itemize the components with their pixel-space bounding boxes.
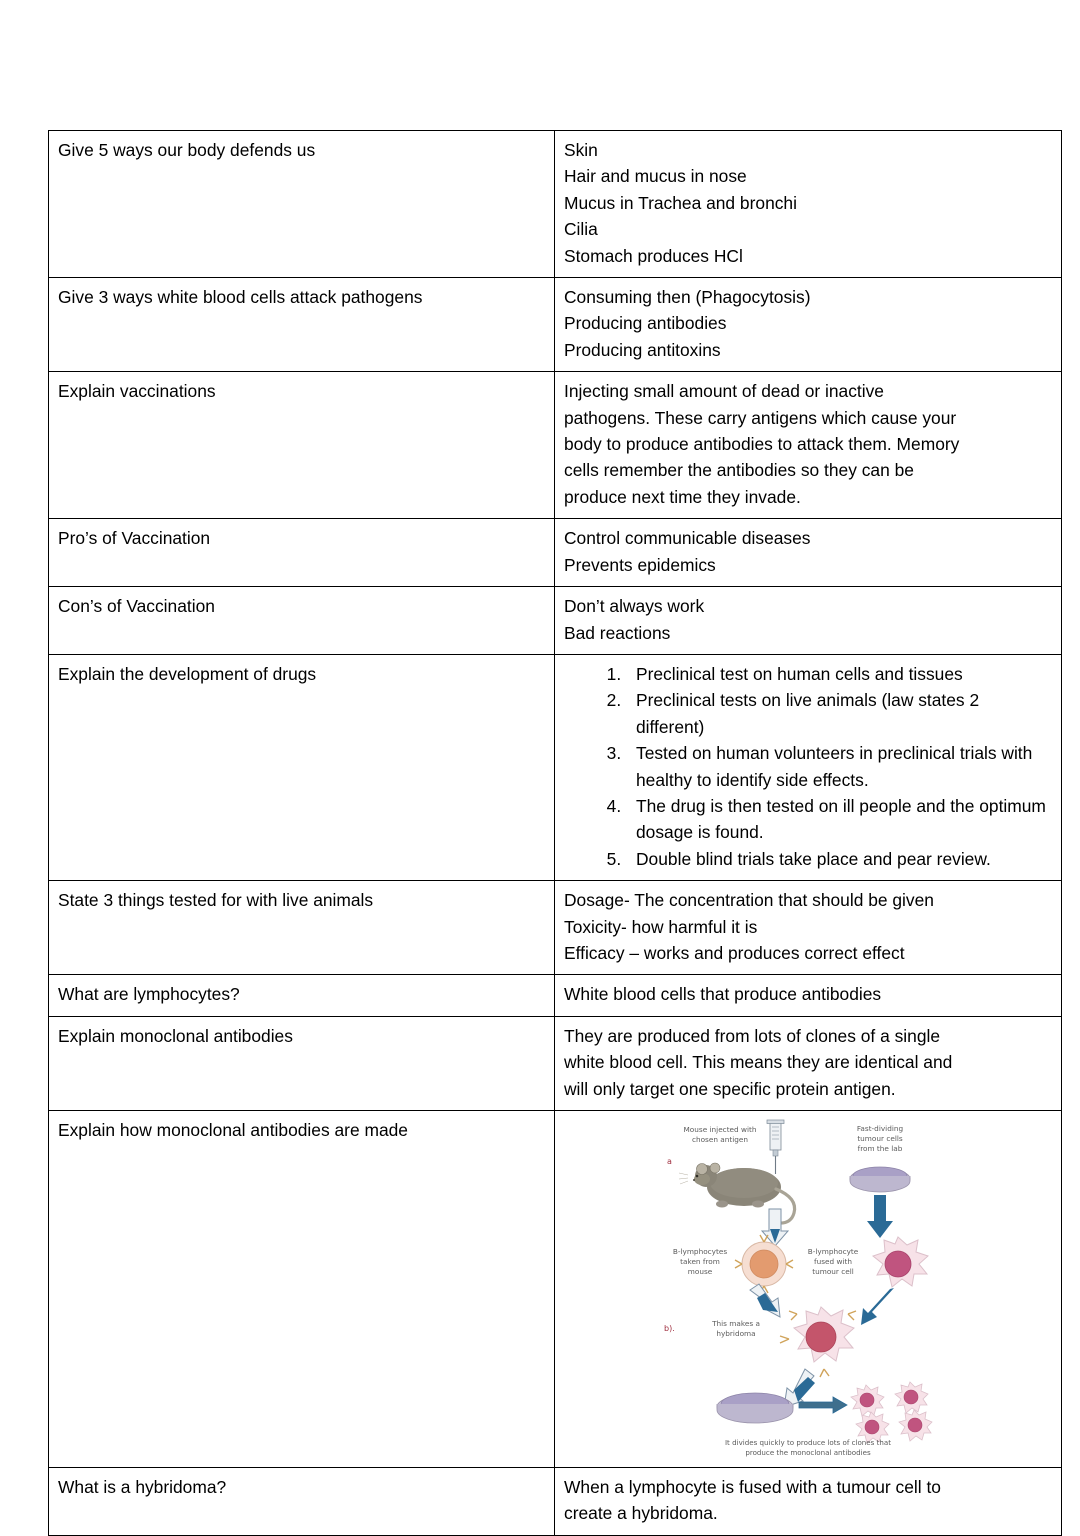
clone-cell-icon — [851, 1385, 884, 1416]
question-cell — [49, 131, 555, 278]
question-cell — [49, 372, 555, 519]
diagram-caption-2: produce the monoclonal antibodies — [745, 1448, 871, 1457]
label-blymphocyte-3: mouse — [687, 1267, 713, 1276]
answer-cell — [555, 587, 1062, 655]
answer-line: Cilia — [564, 219, 598, 240]
list-item: 2. Preclinical tests on live animals (law states 2 different) — [626, 687, 1052, 740]
question-text: Give 3 ways white blood cells attack pathogens — [58, 287, 423, 308]
arrow-to-hybridoma-right-icon — [861, 1288, 894, 1325]
answer-line: Prevents epidemics — [564, 554, 716, 575]
table-row — [49, 1111, 1062, 1468]
question-cell — [49, 278, 555, 372]
answer-line: Toxicity- how harmful it is — [564, 916, 758, 937]
list-item: 1. Preclinical test on human cells and tissues — [626, 661, 1052, 687]
question-text: Explain vaccinations — [58, 381, 216, 402]
answer-cell — [555, 1468, 1062, 1536]
answer-line: Mucus in Trachea and bronchi — [564, 192, 797, 213]
label-fused-2: fused with — [814, 1257, 852, 1266]
question-cell — [49, 881, 555, 975]
answer-line: Control communicable diseases — [564, 528, 811, 549]
answer-line: will only target one specific protein antigen. — [564, 1078, 896, 1099]
answer-line: Injecting small amount of dead or inactive — [564, 381, 884, 402]
clone-cell-icon — [899, 1410, 932, 1441]
annotation-mark-a: a — [667, 1157, 672, 1166]
list-item: 5. Double blind trials take place and pear review. — [626, 846, 1052, 872]
table-row — [49, 654, 1062, 880]
question-text: State 3 things tested for with live animals — [58, 890, 374, 911]
label-tumour-cells-2: tumour cells — [857, 1134, 903, 1143]
question-cell — [49, 519, 555, 587]
answer-line: White blood cells that produce antibodies — [564, 984, 882, 1005]
arrow-down-tumour-icon — [867, 1195, 893, 1238]
hybridoma-cell-icon — [780, 1307, 856, 1377]
answer-line: Producing antitoxins — [564, 339, 721, 360]
table-row — [49, 372, 1062, 519]
table-row — [49, 1016, 1062, 1110]
clone-cell-icon — [895, 1382, 928, 1413]
table-row — [49, 278, 1062, 372]
monoclonal-antibody-diagram — [564, 1117, 1052, 1459]
tumour-cell-icon — [873, 1237, 928, 1287]
table-row — [49, 587, 1062, 655]
question-text: Pro’s of Vaccination — [58, 528, 211, 549]
list-item: 4. The drug is then tested on ill people and the optimum dosage is found. — [626, 793, 1052, 846]
label-fused-1: B-lymphocyte — [807, 1247, 859, 1256]
label-mouse-injected-1: Mouse injected with — [683, 1125, 757, 1134]
diagram-caption-1: It divides quickly to produce lots of clones that — [724, 1438, 892, 1447]
petri-dish-top-icon — [850, 1167, 910, 1192]
answer-line: Skin — [564, 140, 598, 160]
answer-cell — [555, 372, 1062, 519]
revision-qa-table — [48, 130, 1062, 1536]
question-text: Con’s of Vaccination — [58, 596, 215, 617]
answer-line: Producing antibodies — [564, 313, 727, 334]
answer-line: pathogens. These carry antigens which cause your — [564, 407, 957, 428]
question-text: Explain the development of drugs — [58, 663, 317, 684]
answer-cell — [555, 278, 1062, 372]
label-tumour-cells-3: from the lab — [857, 1144, 903, 1153]
answer-line: cells remember the antibodies so they can be — [564, 460, 914, 481]
answer-line: When a lymphocyte is fused with a tumour cell to — [564, 1477, 941, 1497]
answer-line: Dosage- The concentration that should be given — [564, 890, 934, 911]
label-fused-3: tumour cell — [812, 1267, 854, 1276]
label-hybridoma-2: hybridoma — [716, 1329, 756, 1338]
question-text: What are lymphocytes? — [58, 984, 240, 1005]
question-text: Explain monoclonal antibodies — [58, 1025, 293, 1046]
answer-cell — [555, 1016, 1062, 1110]
table-row — [49, 1468, 1062, 1536]
annotation-mark-b: b). — [664, 1324, 675, 1333]
answer-line: They are produced from lots of clones of a single — [564, 1025, 941, 1046]
label-tumour-cells-1: Fast-dividing — [856, 1124, 904, 1133]
question-cell — [49, 587, 555, 655]
answer-line: Hair and mucus in nose — [564, 166, 747, 187]
question-cell — [49, 975, 555, 1016]
b-lymphocyte-cell-icon — [735, 1235, 793, 1293]
label-hybridoma-1: This makes a — [712, 1319, 760, 1328]
table-row — [49, 519, 1062, 587]
clone-cells-group — [851, 1382, 932, 1443]
label-blymphocyte-1: B-lymphocytes — [672, 1247, 728, 1256]
answer-line: white blood cell. This means they are identical and — [564, 1052, 953, 1073]
question-text: Give 5 ways our body defends us — [58, 140, 316, 160]
answer-cell — [555, 131, 1062, 278]
question-cell — [49, 1016, 555, 1110]
label-blymphocyte-2: taken from — [680, 1257, 720, 1266]
answer-cell — [555, 519, 1062, 587]
answer-cell — [555, 881, 1062, 975]
table-row — [49, 131, 1062, 278]
answer-line: Consuming then (Phagocytosis) — [564, 287, 811, 308]
answer-line: Don’t always work — [564, 596, 705, 617]
answer-line: produce next time they invade. — [564, 486, 801, 507]
answer-cell — [555, 975, 1062, 1016]
answer-line: Bad reactions — [564, 622, 671, 643]
answer-line: Stomach produces HCl — [564, 245, 743, 266]
label-mouse-injected-2: chosen antigen — [691, 1135, 749, 1144]
table-row — [49, 881, 1062, 975]
petri-dish-bottom-icon — [717, 1393, 793, 1423]
answer-line: Efficacy – works and produces correct effect — [564, 942, 905, 963]
question-text: Explain how monoclonal antibodies are made — [58, 1120, 408, 1140]
question-cell — [49, 654, 555, 880]
monoclonal-antibody-diagram-svg — [658, 1117, 958, 1459]
answer-line: create a hybridoma. — [564, 1503, 718, 1524]
answer-cell — [555, 654, 1062, 880]
question-cell — [49, 1111, 555, 1468]
syringe-icon — [767, 1120, 784, 1174]
drug-development-steps — [564, 661, 1052, 872]
question-cell — [49, 1468, 555, 1536]
answer-cell-diagram — [555, 1111, 1062, 1468]
answer-line: body to produce antibodies to attack them. Memory — [564, 434, 960, 455]
list-item: 3. Tested on human volunteers in preclinical trials with healthy to identify side effects. — [626, 740, 1052, 793]
question-text: What is a hybridoma? — [58, 1477, 227, 1497]
arrow-down-mouse-icon — [762, 1209, 788, 1246]
table-row — [49, 975, 1062, 1016]
arrow-right-clones-icon — [799, 1397, 847, 1413]
